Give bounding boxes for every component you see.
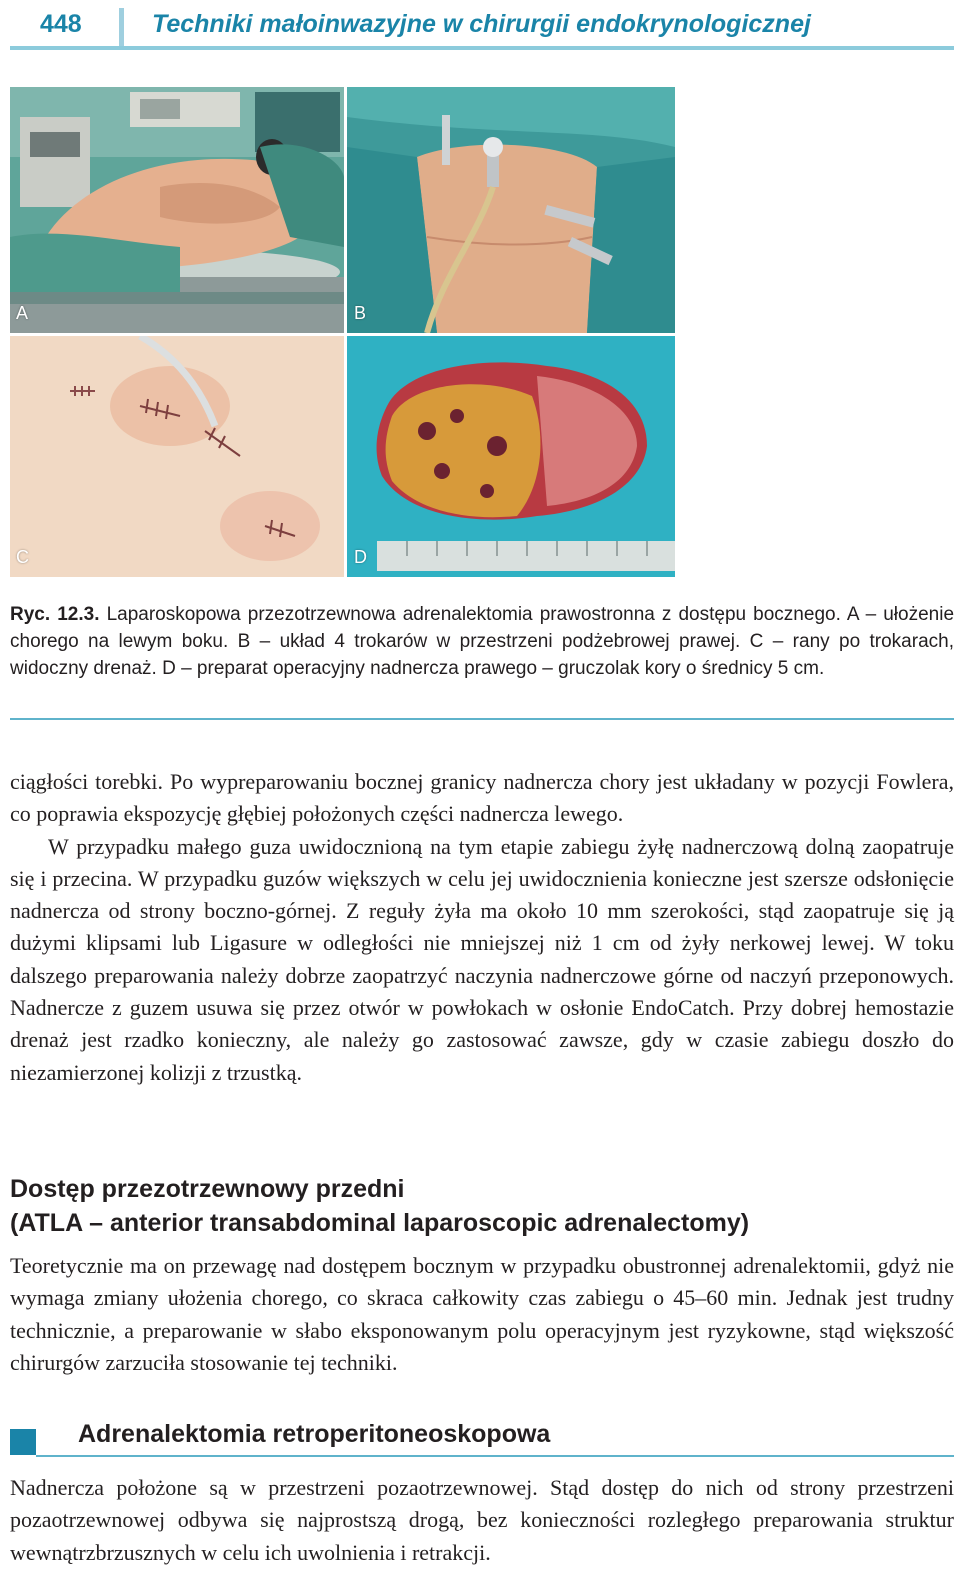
section-heading-rule [36, 1455, 954, 1457]
panel-d-photo [347, 336, 675, 577]
section-heading-atla [10, 1172, 954, 1240]
figure-panel-c [10, 336, 344, 577]
panel-label-a: A [16, 303, 29, 323]
section-heading-atla-line2: (ATLA – anterior transabdominal laparoscopic adrenalectomy) [10, 1209, 750, 1237]
panel-label-b: B [354, 303, 367, 323]
panel-label-d: D [354, 547, 367, 567]
paragraph: ciągłości torebki. Po wypreparowaniu bocznej granicy nadnercza chory jest układany w pozycji Fowlera, co poprawia ekspozycję głębiej położonych części nadnercza lewego. [10, 769, 954, 827]
figure-panel-b [347, 87, 675, 333]
running-title: Techniki małoinwazyjne w chirurgii endokrynologicznej [152, 10, 811, 38]
page-number: 448 [40, 10, 82, 38]
section-heading-atla-line1: Dostęp przezotrzewnowy przedni [10, 1175, 405, 1203]
page-header [10, 8, 954, 48]
figure-caption-text: Laparoskopowa przezotrzewnowa adrenalektomia prawostronna z dostępu bocznego. A – ułożenie chorego na lewym boku. B – układ 4 trokarów w przestrzeni podżebrowej prawej. C – rany po trokarach, widoczny drenaż. D – preparat operacyjny nadnercza prawego – gruczolak kory o średnicy 5 cm. [10, 604, 955, 679]
header-rule [10, 46, 954, 50]
body-section-2 [10, 1250, 954, 1379]
section-heading-retro: Adrenalektomia retroperitoneoskopowa [78, 1420, 551, 1448]
panel-c-photo [10, 336, 344, 577]
paragraph: Teoretycznie ma on przewagę nad dostępem bocznym w przypadku obustronnej adrenalektomii, gdyż nie wymaga zmiany ułożenia chorego, co skraca całkowity czas zabiegu o 45–60 min. Jednak jest trudny technicznie, a preparowanie w słabo eksponowanym polu operacyjnym jest ryzykowne, stąd większość chirurgów zarzuciła stosowanie tej techniki. [10, 1253, 954, 1375]
body-section-3 [10, 1472, 954, 1569]
figure-12-3 [10, 87, 675, 577]
paragraph: W przypadku małego guza uwidocznioną na tym etapie zabiegu żyłę nadnerczową dolną zaopatruje się i przecina. W przypadku guzów większych w celu jej uwidocznienia konieczne jest szersze odsłonięcie nadnercza od strony boczno-górnej. Z reguły żyła ma około 10 mm szerokości, stąd zaopatruje się ją dużymi klipsami lub Ligasure w odległości nie mniejszej niż 1 cm od żyły nerkowej lewej. W toku dalszego preparowania należy dobrze zaopatrzyć naczynia nadnerczowe górne od naczyń przeponowych. Nadnercze z guzem usuwa się przez otwór w powłokach w osłonie EndoCatch. Przy dobrej hemostazie drenaż jest rzadko konieczny, ale należy go zastosować zawsze, gdy w czasie zabiegu doszło do niezamierzonej kolizji z trzustką. [10, 833, 954, 1085]
panel-a-photo [10, 87, 344, 333]
caption-rule [10, 718, 954, 720]
figure-panel-a [10, 87, 344, 333]
section-marker [10, 1429, 36, 1455]
panel-label-c: C [16, 547, 29, 567]
header-separator [119, 8, 124, 46]
body-section-1 [10, 766, 954, 1089]
figure-caption [10, 601, 954, 682]
figure-panel-d [347, 336, 675, 577]
figure-number: Ryc. 12.3. [10, 604, 100, 625]
panel-b-photo [347, 87, 675, 333]
paragraph: Nadnercza położone są w przestrzeni pozaotrzewnowej. Stąd dostęp do nich od strony przestrzeni pozaotrzewnowej odbywa się najprostszą drogą, bez konieczności rozległego preparowania struktur wewnątrzbrzusznych w celu ich uwolnienia i retrakcji. [10, 1475, 954, 1565]
